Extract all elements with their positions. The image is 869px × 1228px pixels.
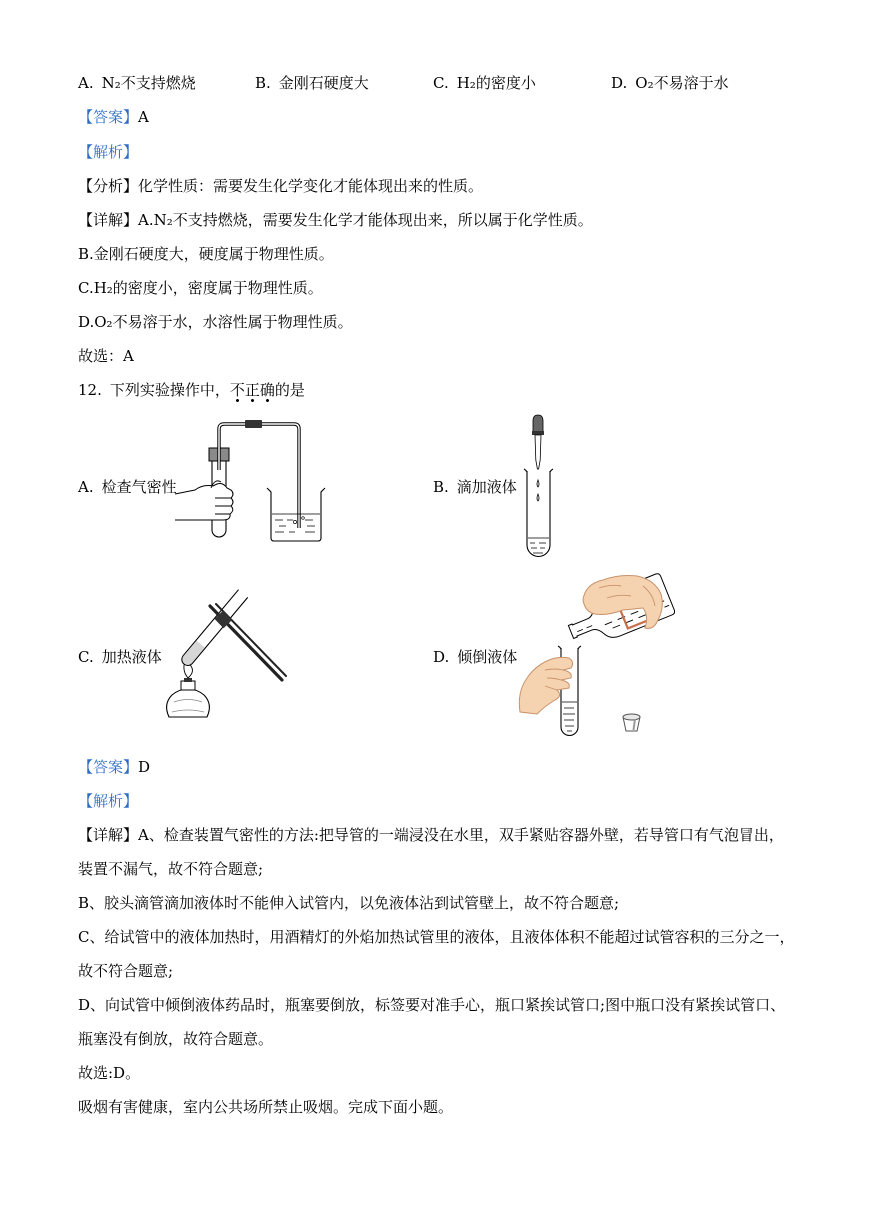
- stem-text: 下列实验操作中，: [109, 381, 230, 399]
- q12-xiangjie-line: C、给试管中的液体加热时，用酒精灯的外焰加热试管里的液体，且液体体积不能超过试管容积的三分之一，: [78, 928, 795, 946]
- option-text: 滴加液体: [456, 478, 517, 496]
- q11-option-d: [611, 66, 729, 100]
- answer-value: D: [138, 758, 151, 776]
- q11-analysis-heading: [78, 135, 138, 169]
- option-letter: D.: [611, 74, 628, 92]
- dropper-figure: [520, 412, 565, 560]
- q12-option-b-label: [433, 470, 517, 504]
- option-letter: C.: [433, 74, 449, 92]
- option-letter: B.: [255, 74, 271, 92]
- answer-tag: 【答案】: [78, 108, 139, 126]
- option-letter: D.: [433, 648, 450, 666]
- option-text: 倾倒液体: [457, 648, 518, 666]
- dropper-bulb: [533, 415, 543, 432]
- q11-conclusion: 故选：A: [78, 347, 134, 365]
- bubble: [302, 517, 305, 520]
- option-text: 加热液体: [101, 648, 162, 666]
- next-question-intro: 吸烟有害健康，室内公共场所禁止吸烟。完成下面小题。: [78, 1098, 454, 1116]
- option-letter: B.: [433, 478, 449, 496]
- q12-xiangjie-line: [78, 818, 784, 852]
- analysis-tag: 【解析】: [78, 792, 139, 810]
- xiangjie-text: A.N₂不支持燃烧，需要发生化学才能体现出来，所以属于化学性质。: [138, 211, 593, 229]
- option-text: 金刚石硬度大: [278, 74, 369, 92]
- q12-option-d-label: [433, 640, 517, 674]
- q11-option-a: [78, 66, 196, 100]
- q11-xiangjie-line: C.H₂的密度小，密度属于物理性质。: [78, 279, 323, 297]
- q12-xiangjie-line: 瓶塞没有倒放，故符合题意。: [78, 1030, 274, 1048]
- liquid-drop: [537, 480, 539, 487]
- xiangjie-tag: 【详解】: [78, 826, 139, 844]
- hand: [175, 484, 233, 521]
- q12-option-c-label: [78, 640, 162, 674]
- q12-answer: [78, 750, 150, 784]
- option-letter: C.: [78, 648, 94, 666]
- q12-analysis-heading: [78, 784, 138, 818]
- pouring-liquid-figure: [515, 572, 670, 740]
- stem-text: 的是: [274, 381, 305, 399]
- option-text: N₂不支持燃烧: [101, 74, 196, 92]
- xiangjie-tag: 【详解】: [78, 211, 139, 229]
- q12-xiangjie-line: 装置不漏气，故不符合题意;: [78, 860, 264, 878]
- option-text: O₂不易溶于水: [635, 74, 729, 92]
- q11-xiangjie-line: B.金刚石硬度大，硬度属于物理性质。: [78, 245, 334, 263]
- q12-stem: [78, 373, 305, 407]
- liquid-drop: [537, 494, 539, 501]
- rubber-connector: [245, 420, 262, 428]
- fenxi-text: 化学性质：需要发生化学变化才能体现出来的性质。: [138, 177, 484, 195]
- option-letter: A.: [78, 478, 94, 496]
- xiangjie-text: A、检查装置气密性的方法:把导管的一端浸没在水里，双手紧贴容器外壁，若导管口有气泡冒出，: [138, 826, 784, 844]
- alcohol-lamp: [167, 689, 210, 717]
- option-text: H₂的密度小: [456, 74, 536, 92]
- dropper-glass: [535, 435, 541, 469]
- q11-options-row: [0, 66, 869, 100]
- airtightness-check-figure: [175, 408, 330, 545]
- q11-answer: [78, 100, 149, 134]
- q11-option-b: [255, 66, 369, 100]
- answer-value: A: [138, 108, 149, 126]
- q11-option-c: [433, 66, 536, 100]
- stem-emphasis: 不正确: [230, 381, 275, 403]
- q12-xiangjie-line: D、向试管中倾倒液体药品时，瓶塞要倒放，标签要对准手心，瓶口紧挨试管口;图中瓶口没有紧挨试管口、: [78, 996, 786, 1014]
- q12-option-a-label: [78, 470, 177, 504]
- wick-holder: [184, 678, 192, 682]
- q11-xiangjie-line: D.O₂不易溶于水，水溶性属于物理性质。: [78, 313, 353, 331]
- answer-tag: 【答案】: [78, 758, 139, 776]
- option-text: 检查气密性: [101, 478, 177, 496]
- test-tube: [179, 590, 247, 668]
- bubble: [293, 520, 296, 523]
- q12-conclusion: 故选:D。: [78, 1064, 141, 1082]
- q12-xiangjie-line: 故不符合题意;: [78, 962, 174, 980]
- heating-liquid-figure: [160, 594, 290, 724]
- fenxi-tag: 【分析】: [78, 177, 139, 195]
- option-letter: A.: [78, 74, 94, 92]
- q12-xiangjie-line: B、胶头滴管滴加液体时不能伸入试管内，以免液体沾到试管壁上，故不符合题意;: [78, 894, 620, 912]
- q11-fenxi: [78, 169, 483, 203]
- beaker: [267, 488, 325, 541]
- lamp-neck: [181, 681, 195, 690]
- q11-xiangjie-line: [78, 203, 593, 237]
- analysis-tag: 【解析】: [78, 143, 139, 161]
- question-number: 12.: [78, 381, 102, 399]
